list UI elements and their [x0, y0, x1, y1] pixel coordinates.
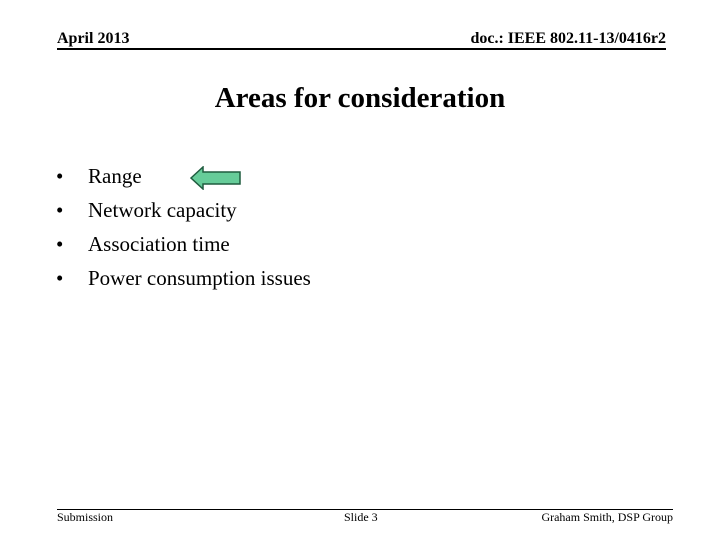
- header-doc-id: doc.: IEEE 802.11-13/0416r2: [470, 30, 666, 47]
- bullet-item-association-time: [56, 227, 311, 261]
- header-date: April 2013: [57, 30, 130, 47]
- slide-title: Areas for consideration: [214, 82, 506, 114]
- bullet-marker: •: [56, 266, 64, 290]
- footer-author: Graham Smith, DSP Group: [541, 510, 673, 524]
- bullet-text: Power consumption issues: [88, 266, 311, 290]
- header-divider: [57, 48, 666, 50]
- footer-slide-number: Slide 3: [344, 510, 378, 524]
- bullet-item-power-consumption: [56, 261, 311, 295]
- bullet-text: Range: [88, 164, 142, 188]
- bullet-marker: •: [56, 232, 64, 256]
- footer-submission: Submission: [57, 510, 114, 524]
- bullet-marker: •: [56, 198, 64, 222]
- bullet-text: Association time: [88, 232, 230, 256]
- bullet-item-range: [56, 159, 311, 193]
- bullet-marker: •: [56, 164, 64, 188]
- bullet-text: Network capacity: [88, 198, 237, 222]
- left-arrow-icon: [190, 166, 242, 190]
- bullet-item-network-capacity: [56, 193, 311, 227]
- bullet-list: [56, 159, 311, 295]
